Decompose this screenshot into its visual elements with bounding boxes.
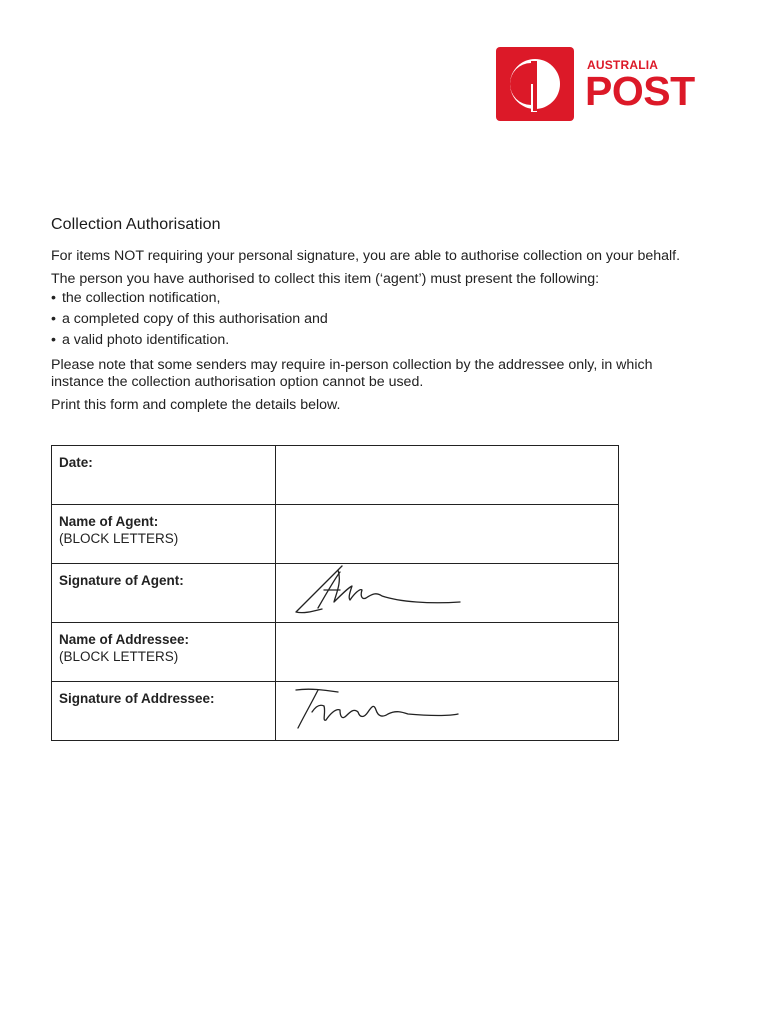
addressee-name-label: Name of Addressee: [59,632,190,647]
list-item: • a valid photo identification. [51,330,711,351]
addressee-signature-image [290,682,490,734]
logo-small-text: AUSTRALIA [587,58,659,72]
date-label: Date: [59,455,93,470]
addressee-name-field[interactable] [276,623,619,682]
block-letters-note: (BLOCK LETTERS) [59,531,179,546]
table-row [52,505,619,564]
post-badge-icon [496,47,574,121]
table-row [52,623,619,682]
agent-signature-field[interactable] [276,564,619,623]
intro-paragraph: For items NOT requiring your personal signature, you are able to authorise collection on your behalf. [51,248,681,264]
list-item: • the collection notification, [51,288,711,309]
table-row [52,682,619,741]
print-instruction: Print this form and complete the details below. [51,397,341,413]
agent-requirements-paragraph: The person you have authorised to collect this item (‘agent’) must present the following: [51,271,600,287]
agent-name-field[interactable] [276,505,619,564]
table-row [52,564,619,623]
table-row [52,446,619,505]
instructions [51,214,711,420]
logo-big-text: POST [585,68,695,114]
block-letters-note: (BLOCK LETTERS) [59,649,179,664]
agent-signature-image [290,564,490,616]
agent-name-label: Name of Agent: [59,514,159,529]
australia-post-logo [496,47,718,121]
authorisation-form [51,445,619,741]
date-field[interactable] [276,446,619,505]
list-item: • a completed copy of this authorisation and [51,309,711,330]
addressee-signature-field[interactable] [276,682,619,741]
note-paragraph: Please note that some senders may require in-person collection by the addressee only, in which instance the collection authorisation option cannot be used. [51,357,653,390]
page-title: Collection Authorisation [51,216,221,233]
addressee-signature-label: Signature of Addressee: [59,691,215,706]
agent-signature-label: Signature of Agent: [59,573,184,588]
requirements-list [51,288,711,351]
